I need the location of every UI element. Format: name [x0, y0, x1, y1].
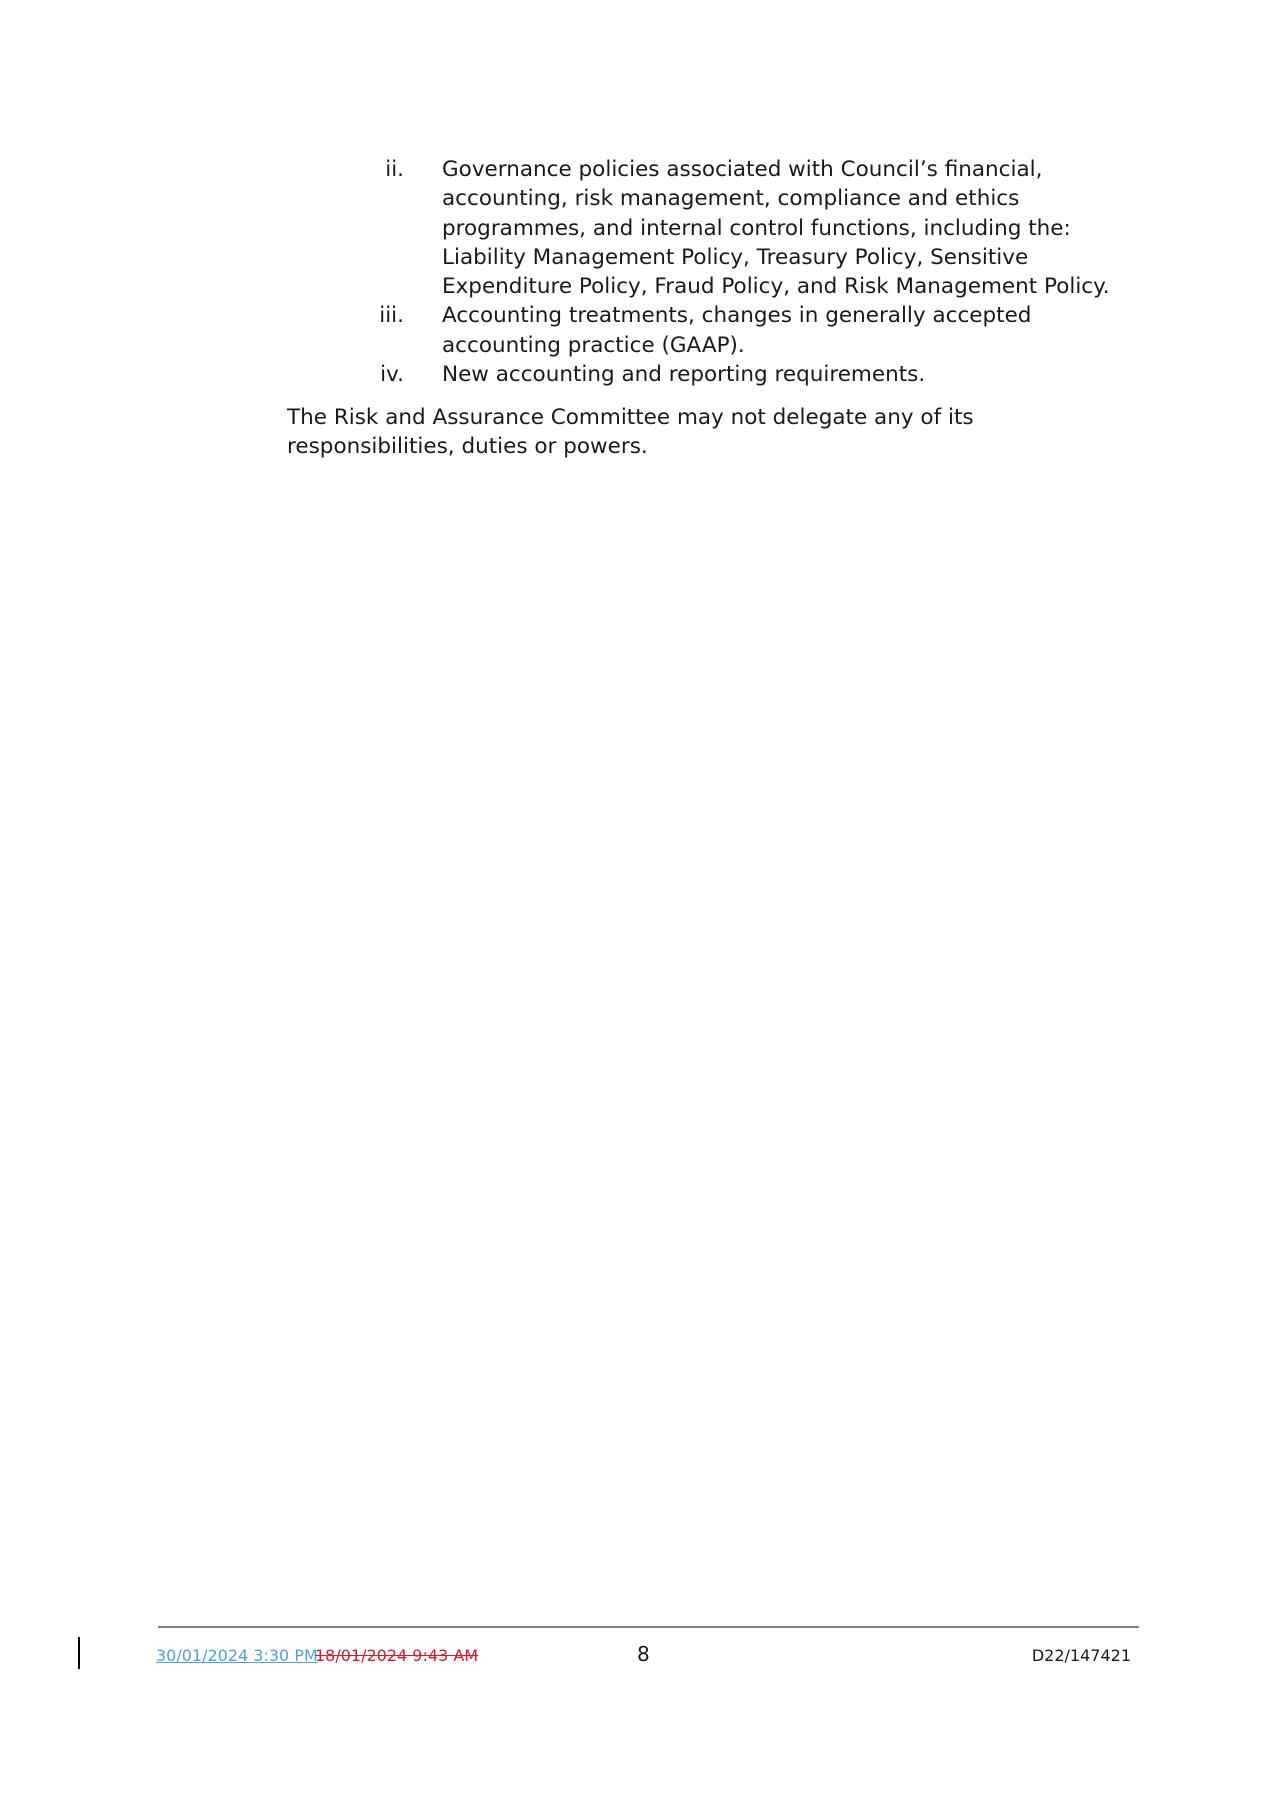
footer-divider: [158, 1626, 1139, 1628]
list-item-text: Governance policies associated with Council’s financial, accounting, risk management, compliance and ethics programmes, and internal control functions, including the: Liability Management Policy, Treasury Policy, Sensitive Expenditure Policy, Fraud Policy, and Risk Management Policy.: [442, 157, 1110, 300]
list-item-text: Accounting treatments, changes in generally accepted accounting practice (GAAP).: [442, 303, 1032, 358]
page-number: 8: [637, 1642, 650, 1666]
footer-date-deleted: 18/01/2024 9:43 AM: [315, 1646, 479, 1665]
footer-date-inserted: 30/01/2024 3:30 PM: [156, 1646, 318, 1665]
list-item: [378, 360, 1138, 389]
list-item: [378, 155, 1138, 301]
list-marker: ii.: [385, 157, 404, 182]
list-item: [378, 301, 1138, 360]
page-footer: [156, 1644, 1131, 1668]
list-marker: iv.: [380, 362, 404, 388]
list-item-text: New accounting and reporting requirements.: [442, 362, 926, 388]
revision-change-bar: [78, 1637, 80, 1669]
policy-list: [378, 155, 1138, 389]
document-reference: D22/147421: [1031, 1646, 1131, 1665]
list-marker: iii.: [379, 303, 404, 329]
body-paragraph: The Risk and Assurance Committee may not delegate any of its responsibilities, duties or powers.: [287, 405, 974, 460]
